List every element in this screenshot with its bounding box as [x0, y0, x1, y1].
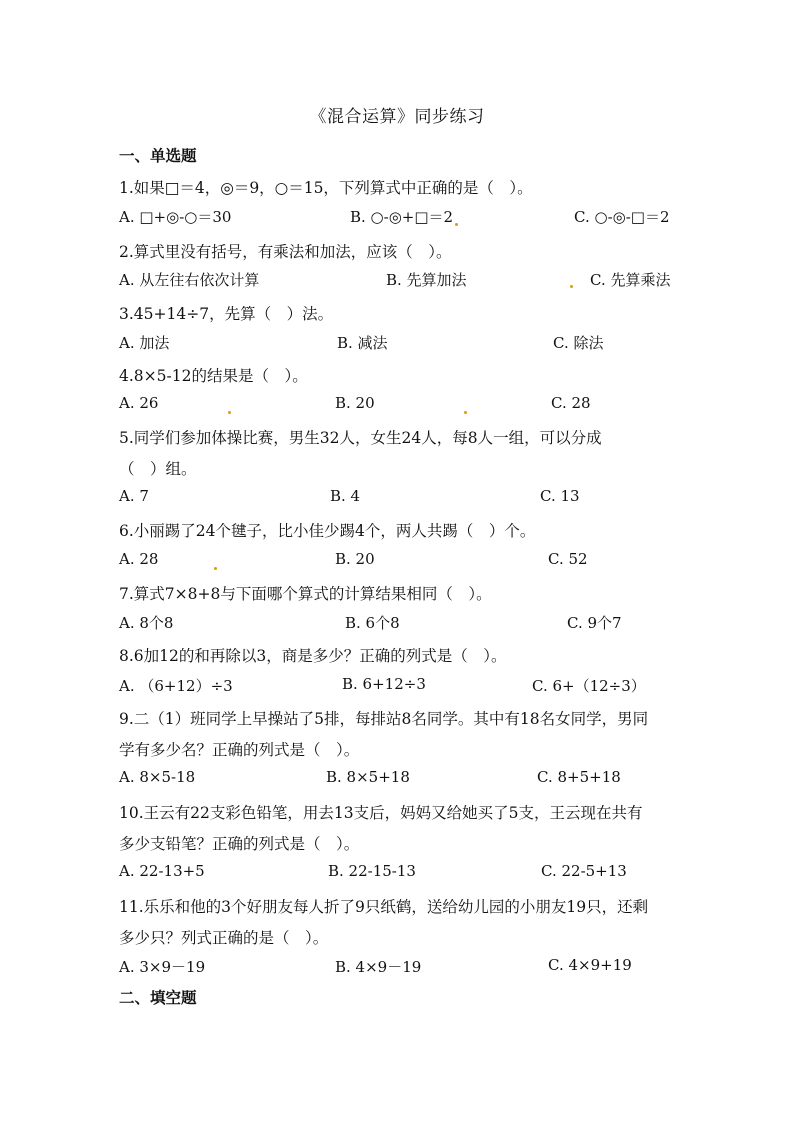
question-11-text: 多少只？列式正确的是（ ）。	[119, 929, 329, 947]
question-9-text: 9.二（1）班同学上早操站了5排，每排站8名同学。其中有18名女同学，男同	[119, 710, 649, 728]
question-9-text: 学有多少名？正确的列式是（ ）。	[119, 741, 360, 759]
question-11-option-b[interactable]: B. 4×9－19	[335, 958, 422, 976]
question-9-option-a[interactable]: A. 8×5-18	[119, 768, 196, 786]
question-10-option-c[interactable]: C. 22-5+13	[541, 862, 627, 880]
question-2-text: 2.算式里没有括号，有乘法和加法，应该（ ）。	[119, 243, 452, 261]
question-10-option-a[interactable]: A. 22-13+5	[119, 862, 205, 880]
question-8-option-c[interactable]: C. 6+（12÷3）	[532, 677, 646, 695]
question-11-option-c[interactable]: C. 4×9+19	[548, 956, 632, 974]
stray-mark	[214, 567, 217, 570]
question-3-option-a[interactable]: A. 加法	[119, 334, 170, 352]
question-8-option-a[interactable]: A. （6+12）÷3	[119, 677, 233, 695]
question-9-option-b[interactable]: B. 8×5+18	[326, 768, 410, 786]
question-5-option-c[interactable]: C. 13	[540, 487, 580, 505]
question-4-option-b[interactable]: B. 20	[335, 394, 375, 412]
question-10-text: 10.王云有22支彩色铅笔，用去13支后，妈妈又给她买了5支，王云现在共有	[119, 804, 643, 822]
question-1-option-b[interactable]: B. ○-◎+□＝2	[350, 208, 454, 226]
question-9-option-c[interactable]: C. 8+5+18	[537, 768, 621, 786]
question-4-option-c[interactable]: C. 28	[551, 394, 591, 412]
question-7-text: 7.算式7×8+8与下面哪个算式的计算结果相同（ ）。	[119, 585, 492, 603]
question-1-text: 1.如果□＝4，◎＝9，○＝15，下列算式中正确的是（ ）。	[119, 179, 533, 197]
question-11-text: 11.乐乐和他的3个好朋友每人折了9只纸鹤，送给幼儿园的小朋友19只，还剩	[119, 898, 649, 916]
question-8-text: 8.6加12的和再除以3，商是多少？正确的列式是（ ）。	[119, 647, 507, 665]
question-3-option-c[interactable]: C. 除法	[553, 334, 604, 352]
question-11-option-a[interactable]: A. 3×9－19	[119, 958, 206, 976]
question-4-option-a[interactable]: A. 26	[119, 394, 159, 412]
question-3-option-b[interactable]: B. 减法	[337, 334, 388, 352]
question-5-text: （ ）组。	[119, 460, 197, 478]
question-6-text: 6.小丽踢了24个毽子，比小佳少踢4个，两人共踢（ ）个。	[119, 522, 536, 540]
question-3-text: 3.45+14÷7，先算（ ）法。	[119, 305, 334, 323]
stray-mark	[570, 285, 573, 288]
question-1-option-c[interactable]: C. ○-◎-□＝2	[574, 208, 670, 226]
question-5-option-a[interactable]: A. 7	[119, 487, 149, 505]
question-5-text: 5.同学们参加体操比赛，男生32人，女生24人，每8人一组，可以分成	[119, 429, 602, 447]
stray-mark	[455, 223, 458, 226]
page-title: 《混合运算》同步练习	[309, 107, 485, 127]
stray-mark	[464, 411, 467, 414]
question-7-option-c[interactable]: C. 9个7	[567, 614, 622, 632]
question-5-option-b[interactable]: B. 4	[330, 487, 361, 505]
question-10-option-b[interactable]: B. 22-15-13	[328, 862, 416, 880]
question-2-option-b[interactable]: B. 先算加法	[386, 271, 467, 289]
stray-mark	[228, 411, 231, 414]
section-heading-fill-blank: 二、填空题	[119, 988, 197, 1007]
question-2-option-a[interactable]: A. 从左往右依次计算	[119, 271, 260, 289]
question-7-option-a[interactable]: A. 8个8	[119, 614, 174, 632]
question-6-option-b[interactable]: B. 20	[335, 550, 375, 568]
question-4-text: 4.8×5-12的结果是（ ）。	[119, 367, 308, 385]
question-2-option-c[interactable]: C. 先算乘法	[590, 271, 671, 289]
section-heading-single-choice: 一、单选题	[119, 146, 197, 165]
question-10-text: 多少支铅笔？正确的列式是（ ）。	[119, 835, 360, 853]
question-7-option-b[interactable]: B. 6个8	[345, 614, 400, 632]
question-6-option-c[interactable]: C. 52	[548, 550, 588, 568]
question-8-option-b[interactable]: B. 6+12÷3	[342, 675, 426, 693]
question-1-option-a[interactable]: A. □+◎-○＝30	[119, 208, 232, 226]
question-6-option-a[interactable]: A. 28	[119, 550, 159, 568]
